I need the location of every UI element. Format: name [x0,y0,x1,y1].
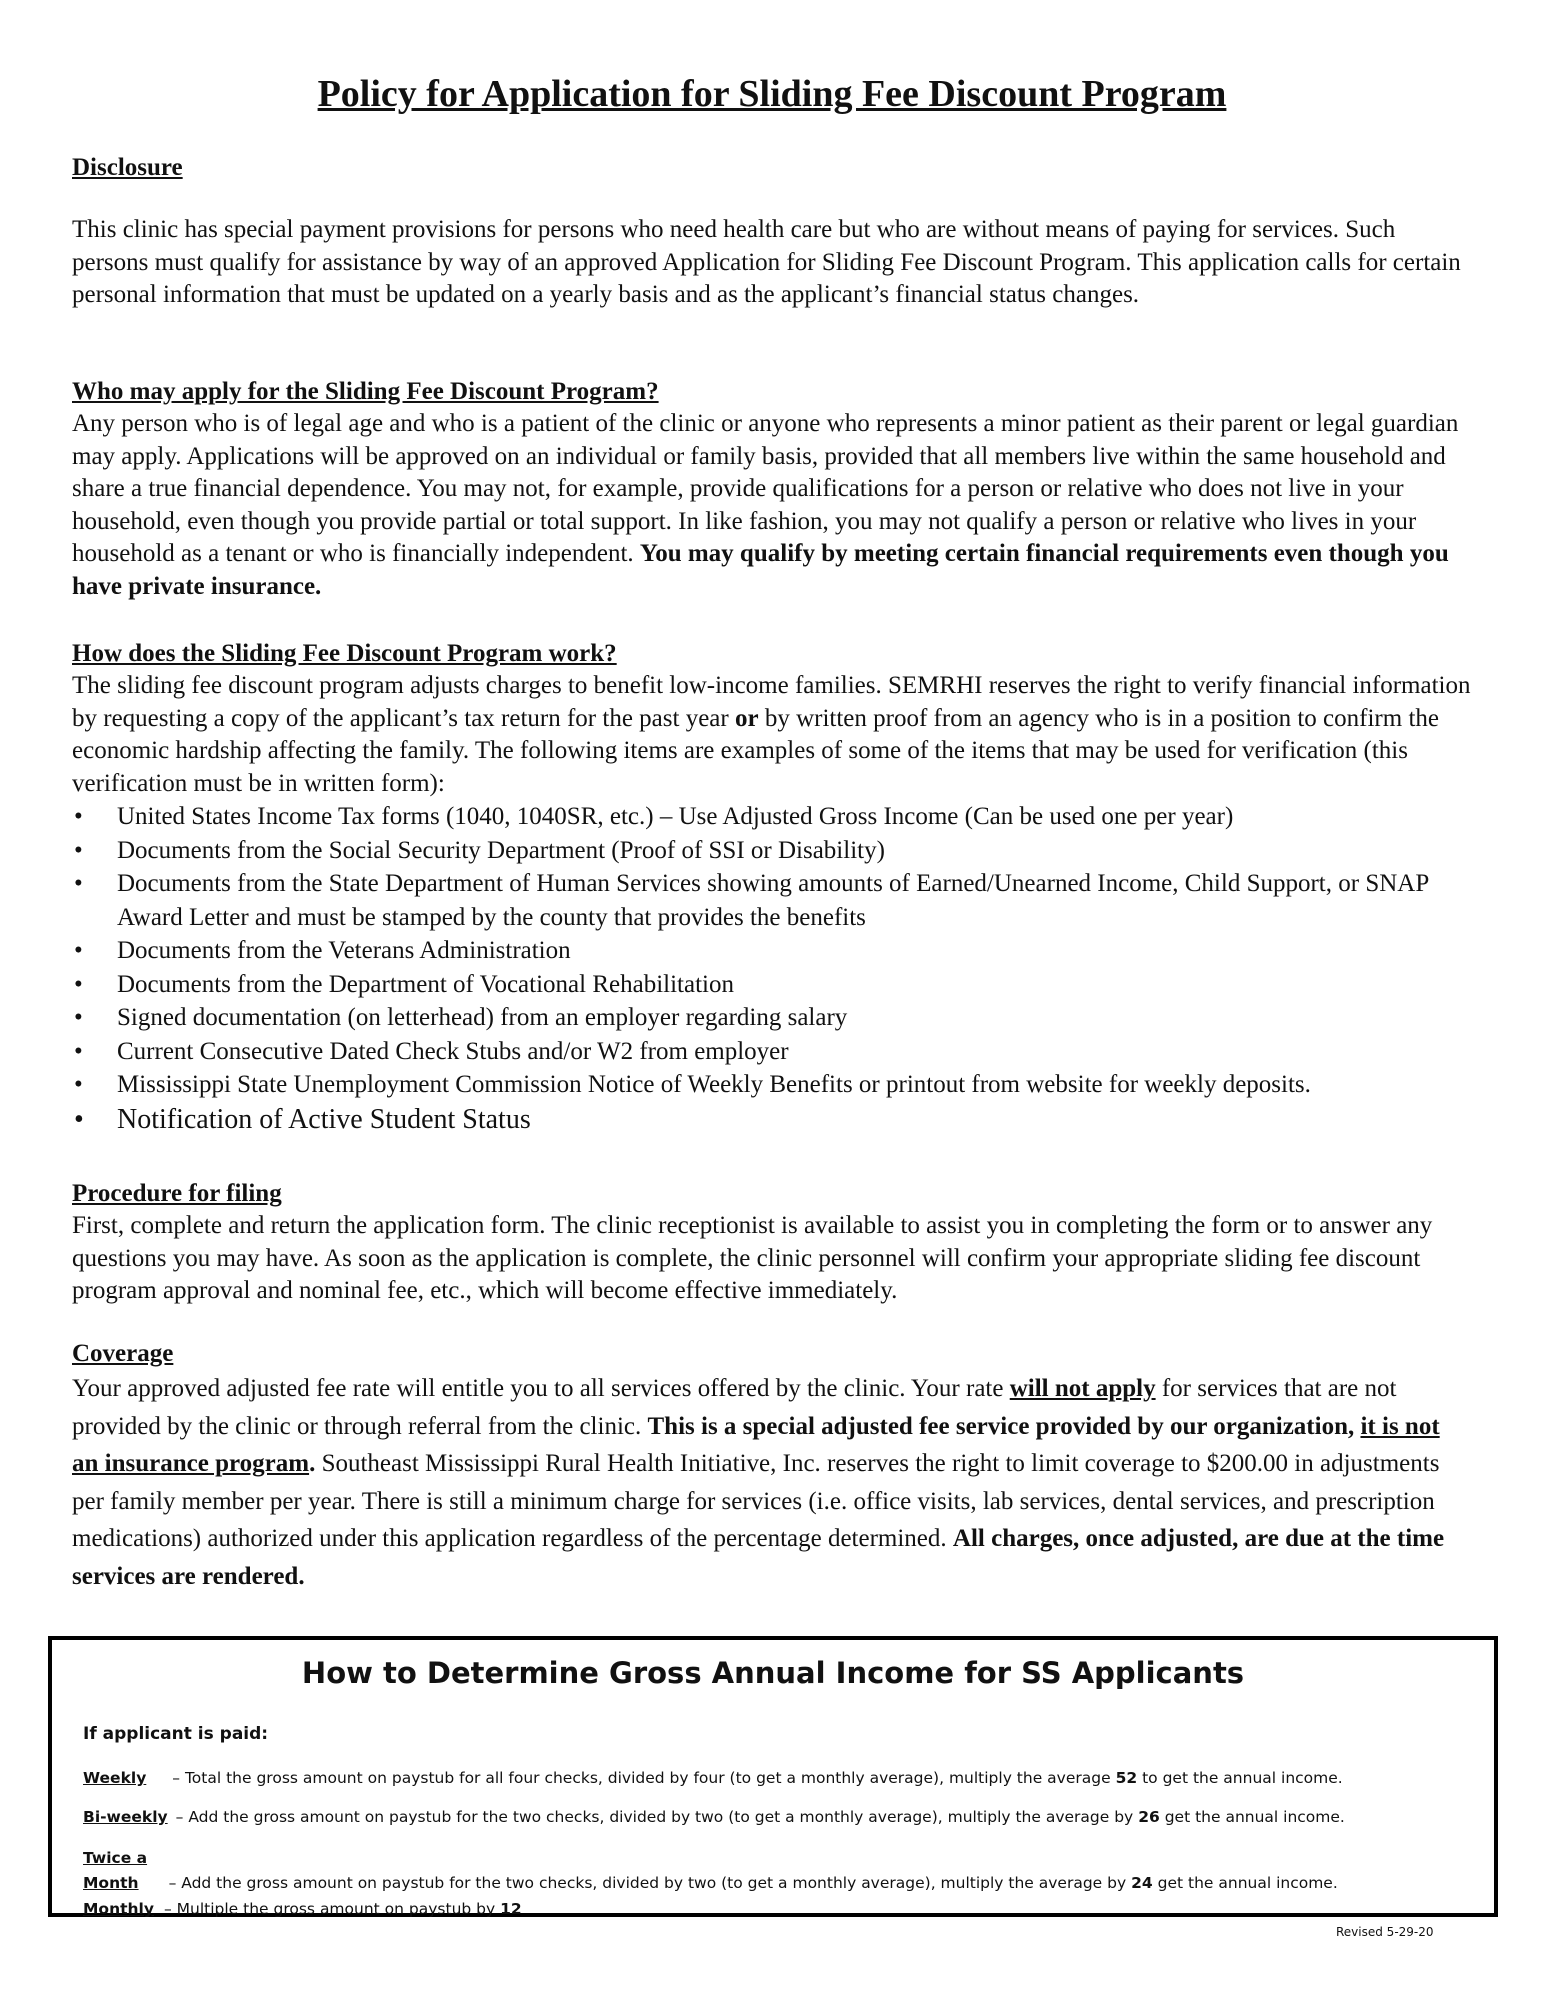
procedure-section [72,1178,1472,1308]
list-item [72,968,1472,1002]
list-item-text: Documents from the Social Security Department (Proof of SSI or Disability) [117,836,885,864]
list-item-text: Notification of Active Student Status [117,1103,531,1135]
who-section [72,376,1472,603]
how-text-b: by written proof from an agency who is in a position to confirm the economic hardship affecting the family. The following items are examples of some of the items that may be used for verification (this verification must be in written form): [72,704,1439,797]
list-item-text: Documents from the Veterans Administration [117,937,571,964]
bullet-icon: • [74,836,83,864]
list-item [72,834,1472,868]
bullet-icon: • [74,803,83,830]
list-item-text: Signed documentation (on letterhead) from an employer regarding salary [117,1004,848,1031]
coverage-heading: Coverage [72,1340,174,1367]
coverage-text-1: Your approved adjusted fee rate will entitle you to all services offered by the clinic. Your rate [72,1375,1004,1402]
twice-month-text-b: get the annual income. [1157,1874,1338,1892]
list-item-text: Mississippi State Unemployment Commission Notice of Weekly Benefits or printout from website for weekly deposits. [117,1071,1311,1098]
bullet-icon: • [74,970,83,998]
twice-month-label-1: Twice a [83,1849,148,1867]
monthly-label: Monthly [83,1900,154,1918]
twice-month-multiplier: 24 [1131,1874,1153,1892]
list-item [72,867,1472,934]
twice-month-row [83,1871,1338,1895]
coverage-period: . [309,1450,316,1477]
how-heading: How does the Sliding Fee Discount Program work? [72,640,617,667]
how-section [72,638,1472,1138]
disclosure-text: This clinic has special payment provisions for persons who need health care but who are without means of paying for services. Such persons must qualify for assistance by way of an approved Application for Sliding Fee Discount Program. This application calls for certain personal information that must be updated on a yearly basis and as the applicant’s financial status changes. [72,216,1461,308]
revised-date: Revised 5-29-20 [1336,1925,1434,1939]
list-item [72,1035,1472,1069]
who-text [72,408,1472,603]
applicant-paid-label: If applicant is paid: [83,1724,269,1744]
biweekly-label: Bi-weekly [83,1808,168,1826]
disclosure-section [72,152,1472,312]
coverage-will-not-apply: will not apply [1009,1375,1156,1402]
bullet-icon: • [74,1037,83,1065]
monthly-row [83,1897,522,1921]
who-text-bold: You may qualify by meeting certain financial requirements even though you have private insurance. [72,540,1449,600]
bullet-icon: • [74,1071,83,1098]
monthly-text-a: – Multiple the gross amount on paystub by [163,1900,496,1918]
list-item [72,1068,1472,1102]
list-item-text: Documents from the State Department of Human Services showing amounts of Earned/Unearned Income, Child Support, or SNAP Award Letter and must be stamped by the county that provides the benefits [117,870,1429,931]
coverage-text [72,1370,1472,1595]
bullet-icon: • [74,870,83,897]
twice-month-text-a: – Add the gross amount on paystub for the two checks, divided by two (to get a monthly average), multiply the average by [168,1874,1127,1892]
income-guide-title: How to Determine Gross Annual Income for SS Applicants [301,1656,1245,1690]
income-guide-box [48,1636,1498,1917]
how-text [72,670,1472,800]
list-item-text: United States Income Tax forms (1040, 1040SR, etc.) – Use Adjusted Gross Income (Can be used one per year) [117,803,1234,830]
coverage-text-7: Southeast Mississippi Rural Health Initiative, Inc. reserves the right to limit coverage to $200.00 in adjustments per family member per year. There is still a minimum charge for services (i.e. office visits, lab services, dental services, and prescription medications) authorized under this application regardless of the percentage determined. [72,1450,1440,1552]
list-item [72,1001,1472,1035]
list-item-text: Current Consecutive Dated Check Stubs and/or W2 from employer [117,1037,789,1065]
procedure-heading: Procedure for filing [72,1180,282,1207]
coverage-text-3: for services that are not provided by the clinic or through referral from the clinic. [72,1375,1397,1440]
bullet-icon: • [74,1103,84,1135]
list-item [72,934,1472,968]
coverage-special-service: This is a special adjusted fee service provided by our organization, [647,1412,1355,1440]
monthly-multiplier: 12 [500,1900,522,1918]
list-item [72,1102,1472,1138]
coverage-charges-due: All charges, once adjusted, are due at the time services are rendered. [72,1525,1445,1590]
procedure-text: First, complete and return the application form. The clinic receptionist is available to assist you in completing the form or to answer any questions you may have. As soon as the application is complete, the clinic personnel will confirm your appropriate sliding fee discount program approval and nominal fee, etc., which will become effective immediately. [72,1212,1433,1304]
coverage-not-insurance: it is not an insurance program [72,1412,1440,1477]
coverage-section [72,1338,1472,1595]
how-text-or: or [734,704,759,732]
weekly-row [83,1766,1343,1790]
biweekly-text-b: get the annual income. [1164,1808,1345,1826]
who-text-body: Any person who is of legal age and who is a patient of the clinic or anyone who represents a minor patient as their parent or legal guardian may apply. Applications will be approved on an individual or family basis, provided that all members live within the same household and share a true financial dependence. You may not, for example, provide qualifications for a person or relative who does not live in your household, even though you provide partial or total support. In like fashion, you may not qualify a person or relative who lives in your household as a tenant or who is financially independent. [72,410,1459,567]
weekly-multiplier: 52 [1115,1769,1138,1787]
weekly-label: Weekly [83,1769,147,1787]
how-text-a: The sliding fee discount program adjusts charges to benefit low-income families. SEMRHI reserves the right to verify financial information by requesting a copy of the applicant’s tax return for the past year [72,672,1471,732]
verification-list [72,800,1472,1138]
weekly-text-a: – Total the gross amount on paystub for all four checks, divided by four (to get a monthly average), multiply the average [172,1769,1111,1787]
list-item-text: Documents from the Department of Vocational Rehabilitation [117,970,734,998]
biweekly-row [83,1805,1345,1829]
disclosure-heading: Disclosure [72,154,183,181]
twice-month-label-2: Month [83,1874,139,1892]
who-heading: Who may apply for the Sliding Fee Discount Program? [72,378,659,405]
twice-month-label-top [83,1846,147,1870]
biweekly-multiplier: 26 [1138,1808,1160,1826]
bullet-icon: • [74,1004,83,1031]
page-title: Policy for Application for Sliding Fee Discount Program [317,73,1227,115]
bullet-icon: • [74,937,83,964]
list-item [72,800,1472,834]
weekly-text-b: to get the annual income. [1142,1769,1343,1787]
biweekly-text-a: – Add the gross amount on paystub for the two checks, divided by two (to get a monthly average), multiply the average by [175,1808,1134,1826]
